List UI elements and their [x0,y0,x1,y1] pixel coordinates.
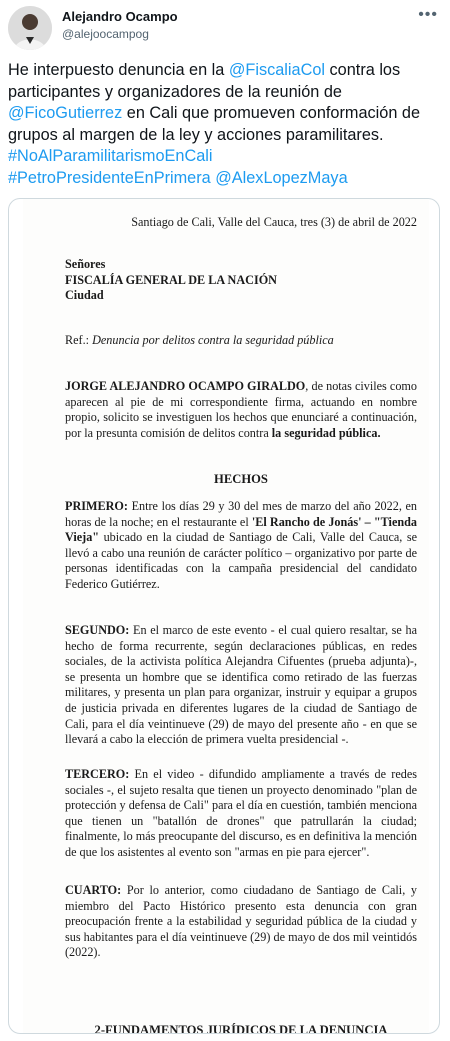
doc-addressee-line: FISCALÍA GENERAL DE LA NACIÓN [65,272,277,287]
mention-fiscaliacol[interactable]: @FiscaliaCol [228,61,326,79]
doc-label: SEGUNDO: [65,623,130,637]
doc-text: Por lo anterior, como ciudadano de Santiago de Cali, y miembro del Pacto Histórico presento esta denuncia con gran preocupación frente a la estabilidad y seguridad pública de la ciudad y sus habitantes para el día veintinueve (29) de mayo de dos mil veintidós (2022). [65,883,417,960]
doc-paragraph-primero [65,499,417,593]
doc-label: TERCERO: [65,767,130,781]
doc-intro-bold: la seguridad pública. [271,425,381,440]
author-handle[interactable]: @alejoocampog [62,27,149,41]
author-name[interactable]: Alejandro Ocampo [62,9,178,24]
hashtag-noalparamilitarismo[interactable]: #NoAlParamilitarismoEnCali [8,147,213,165]
doc-label: CUARTO: [65,883,122,897]
doc-addressee-line: Ciudad [65,288,104,303]
doc-paragraph-segundo [65,623,417,748]
mention-ficogutierrez[interactable]: @FicoGutierrez [8,104,123,122]
doc-text: ubicado en la ciudad de Santiago de Cali, Valle del Cauca, se llevó a cabo una reunión de carácter político – organizativo por parte de personas identificadas con la campaña presidencial del candidato Federico Gutiérrez. [65,530,417,591]
doc-addressee-line: Señores [65,257,106,271]
tweet-text-part: en Cali que promueven conformación de grupos al margen de la ley y acciones paramilitares. [8,104,421,144]
doc-text: En el video - difundido ampliamente a través de redes sociales -, el sujeto resalta que tienen un proyecto denominado "plan de protección y defensa de Cali" para el día en cuestión, también menciona que tienen un "batallón de drones" que patrullarán la ciudad; finalmente, lo más preocupante del discurso, es en definitiva la mención de que los asistentes al evento son "armas en pie para ejercer". [65,767,417,859]
avatar-photo-icon [8,6,52,50]
avatar[interactable] [8,6,52,50]
doc-bold: 'El Rancho de Jonás' – "Tienda Vieja" [65,514,418,545]
doc-text: Entre los días 29 y 30 del mes de marzo del año 2022, en horas de la noche; en el restaurante el [65,499,417,529]
tweet-text-part: He interpuesto denuncia en la [8,61,229,79]
attached-image[interactable] [8,198,440,1034]
doc-intro-name: JORGE ALEJANDRO OCAMPO GIRALDO [65,379,306,393]
more-options-icon[interactable]: ••• [418,6,438,23]
doc-text: En el marco de este evento - el cual quiero resaltar, se ha hecho de forma recurrente, según declaraciones públicas, en redes sociales, de la activista política Alejandra Cifuentes (prueba adjunta)-, se presenta un hombre que se identifica como retirado de las fuerzas militares, y presenta un plan para organizar, instruir y equipar a grupos de justicia privada en diferentes lugares de la ciudad de Santiago de Cali, para el día veintinueve (29) de mayo del presente año - en que se llevará a cabo la elección de primera vuelta presidencial -. [65,623,417,747]
doc-paragraph-cuarto [65,883,417,961]
doc-intro-text: , de notas civiles como aparecen al pie de mi correspondiente firma, actuando en nombre propio, solicito se investiguen los hechos que enunciaré a continuación, por la presunta comisión de delitos contra [65,379,417,440]
mention-alexlopezmaya[interactable]: @AlexLopezMaya [215,168,348,187]
doc-label: PRIMERO: [65,499,128,513]
tweet-text [8,60,444,189]
doc-ref-label: Ref.: [65,333,93,347]
doc-date: Santiago de Cali, Valle del Cauca, tres (3) de abril de 2022 [131,215,417,229]
hashtag-petropresidente[interactable]: #PetroPresidenteEnPrimera [8,168,211,187]
doc-reference [65,333,417,349]
tweet-text-part: contra los participantes y organizadores de la reunión de [8,61,401,101]
doc-section-fundamentos: 2-FUNDAMENTOS JURÍDICOS DE LA DENUNCIA [94,1023,388,1034]
doc-addressee [65,257,417,304]
doc-paragraph-tercero [65,767,417,861]
document-page [23,199,429,1034]
doc-ref-text: Denuncia por delitos contra la seguridad pública [92,333,334,347]
tweet-header [0,0,450,56]
doc-intro [65,379,417,441]
doc-section-hechos: HECHOS [214,472,268,486]
